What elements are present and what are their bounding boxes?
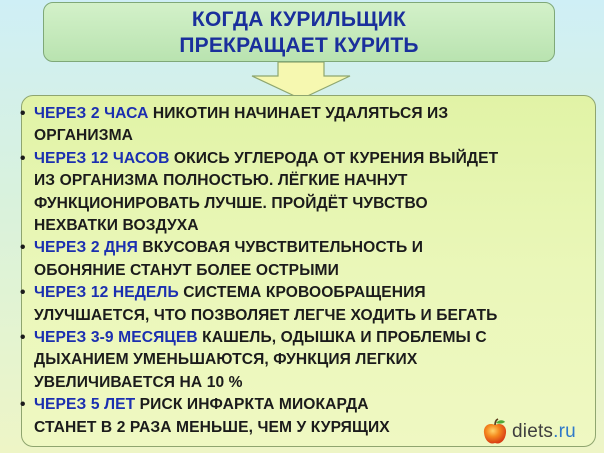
item-text: СИСТЕМА КРОВООБРАЩЕНИЯ	[178, 284, 426, 302]
title-line-1: КОГДА КУРИЛЬЩИК	[191, 8, 407, 31]
title-line-2: ПРЕКРАЩАЕТ КУРИТЬ	[179, 34, 419, 57]
title-box	[43, 2, 555, 62]
item-text: УВЕЛИЧИВАЕТСЯ НА 10 %	[34, 373, 243, 391]
bullet-dot: •	[20, 284, 26, 302]
logo-text	[512, 421, 576, 443]
period-label: ЧЕРЕЗ 12 ЧАСОВ	[34, 149, 170, 167]
item-text: НИКОТИН НАЧИНАЕТ УДАЛЯТЬСЯ ИЗ	[148, 105, 449, 122]
diets-logo[interactable]	[480, 414, 576, 450]
timeline-item-2-hours	[12, 103, 572, 148]
period-label: ЧЕРЕЗ 12 НЕДЕЛЬ	[34, 284, 179, 302]
item-text: ОКИСЬ УГЛЕРОДА ОТ КУРЕНИЯ ВЫЙДЕТ	[169, 149, 499, 167]
item-text: ДЫХАНИЕМ УМЕНЬШАЮТСЯ, ФУНКЦИЯ ЛЕГКИХ	[34, 351, 418, 369]
item-text: ОБОНЯНИЕ СТАНУТ БОЛЕЕ ОСТРЫМИ	[34, 261, 339, 279]
item-text: СТАНЕТ В 2 РАЗА МЕНЬШЕ, ЧЕМ У КУРЯЩИХ	[34, 418, 390, 436]
timeline-list	[12, 103, 572, 439]
period-label: ЧЕРЕЗ 2 ДНЯ	[34, 239, 138, 257]
item-text: ОРГАНИЗМА	[34, 127, 134, 145]
item-text: НЕХВАТКИ ВОЗДУХА	[34, 217, 199, 235]
item-text: ИЗ ОРГАНИЗМА ПОЛНОСТЬЮ. ЛЁГКИЕ НАЧНУТ	[34, 172, 408, 190]
bullet-dot: •	[20, 239, 26, 257]
bullet-dot: •	[20, 329, 26, 347]
item-text: ФУНКЦИОНИРОВАТЬ ЛУЧШЕ. ПРОЙДЁТ ЧУВСТВО	[34, 194, 428, 212]
timeline-item-12-hours	[12, 148, 572, 238]
bullet-dot: •	[20, 105, 26, 122]
timeline-item-3-9-months	[12, 327, 572, 394]
period-label: ЧЕРЕЗ 2 ЧАСА	[34, 105, 149, 122]
bullet-dot: •	[20, 149, 26, 167]
item-text: КАШЕЛЬ, ОДЫШКА И ПРОБЛЕМЫ С	[197, 329, 487, 347]
logo-tld: .ru	[553, 421, 576, 442]
timeline-item-12-weeks	[12, 282, 572, 327]
item-text: УЛУЧШАЕТСЯ, ЧТО ПОЗВОЛЯЕТ ЛЕГЧЕ ХОДИТЬ И БЕГАТЬ	[34, 306, 498, 324]
period-label: ЧЕРЕЗ 5 ЛЕТ	[34, 396, 136, 414]
item-text: ВКУСОВАЯ ЧУВСТВИТЕЛЬНОСТЬ И	[137, 239, 424, 257]
apple-icon	[480, 417, 510, 447]
item-text: РИСК ИНФАРКТА МИОКАРДА	[135, 396, 369, 414]
period-label: ЧЕРЕЗ 3-9 МЕСЯЦЕВ	[34, 329, 198, 347]
bullet-dot: •	[20, 396, 26, 414]
logo-name: diets	[512, 421, 554, 442]
timeline-item-2-days	[12, 237, 572, 282]
